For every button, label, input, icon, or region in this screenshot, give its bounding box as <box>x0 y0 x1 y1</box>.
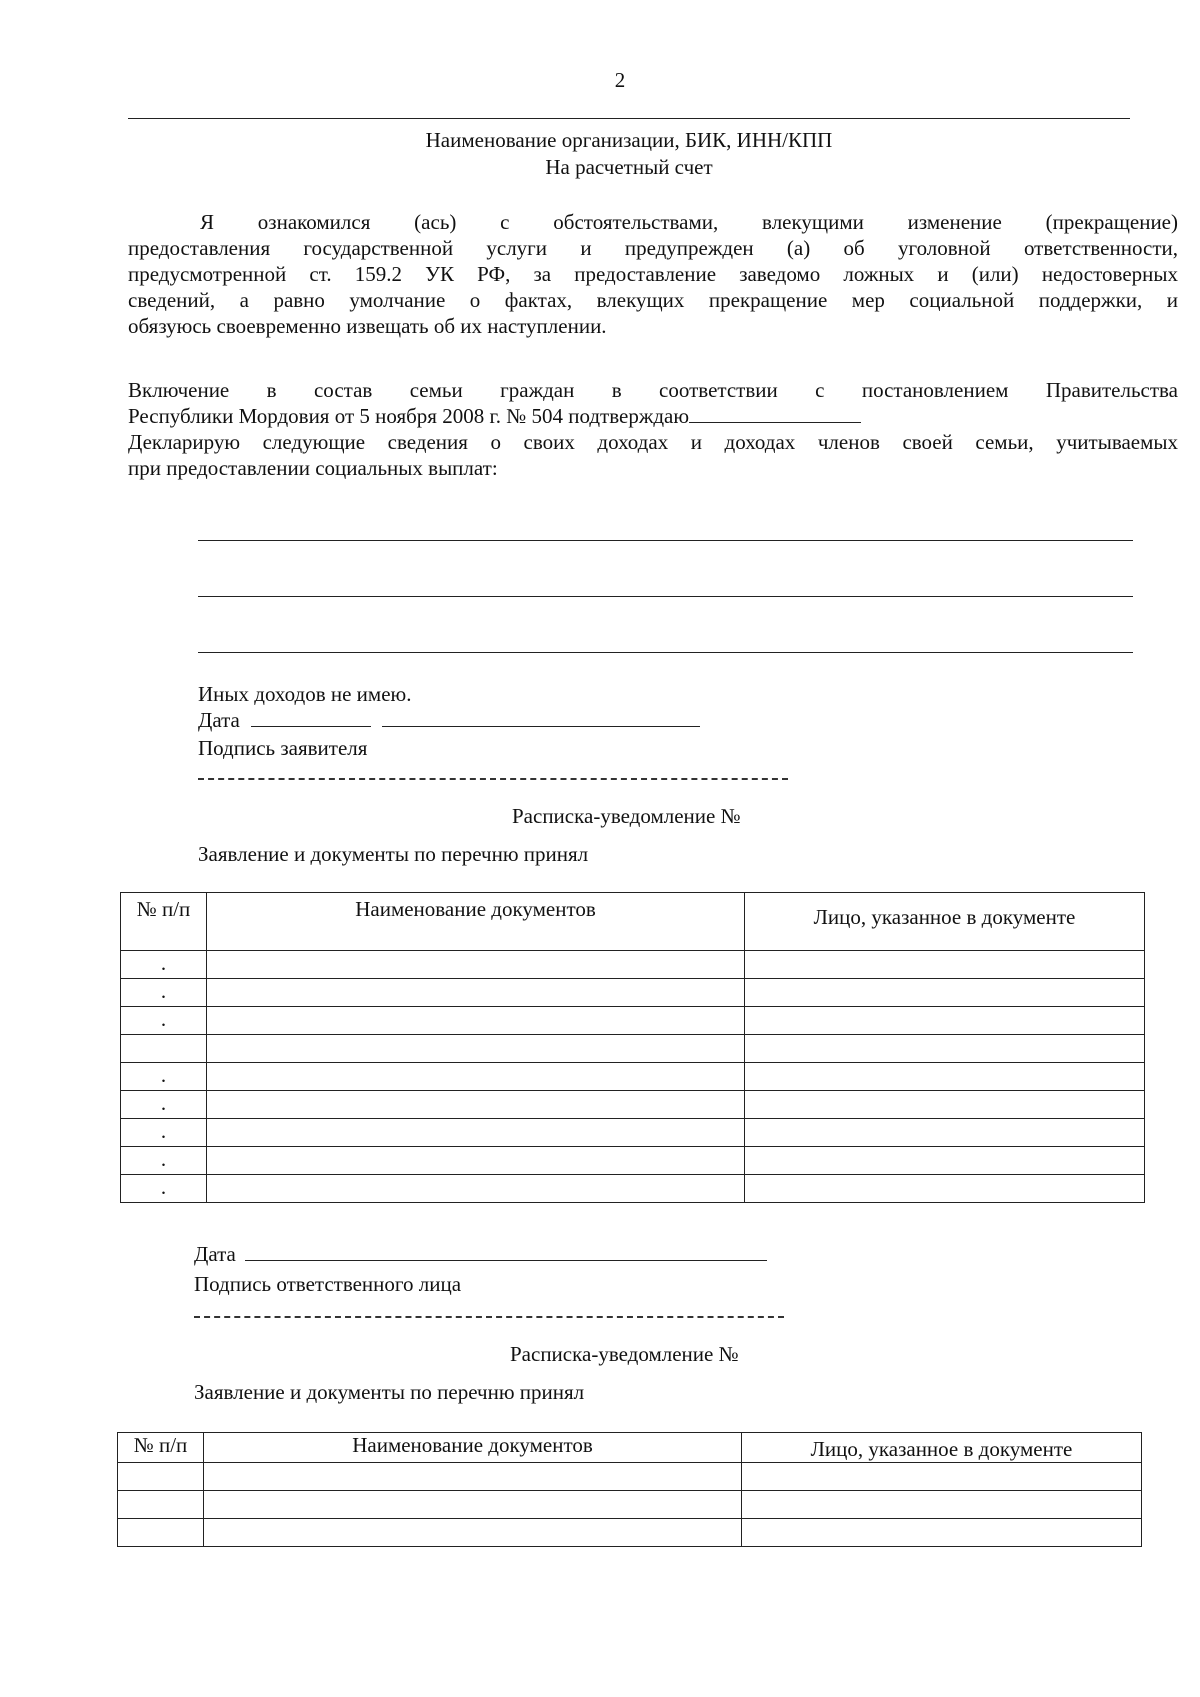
inclusion-line-2-text: Республики Мордовия от 5 ноября 2008 г. № 504 подтверждаю <box>128 404 690 428</box>
row-number: . <box>121 1007 207 1035</box>
table-row <box>121 1119 1145 1147</box>
row-number: . <box>121 951 207 979</box>
receipt1-signature-label: Подпись ответственного лица <box>194 1272 462 1296</box>
row-number <box>121 1035 207 1063</box>
cut-line-1 <box>198 778 788 780</box>
cut-line-2 <box>194 1316 784 1318</box>
doc-name-cell[interactable] <box>207 1091 745 1119</box>
table-row <box>121 1175 1145 1203</box>
receipt2-table <box>117 1432 1142 1547</box>
doc-name-cell[interactable] <box>204 1491 742 1519</box>
declaration-signature-label: Подпись заявителя <box>198 736 368 760</box>
org-caption: Наименование организации, БИК, ИНН/КПП <box>425 128 833 152</box>
inclusion-line-1: Включение в состав семьи граждан в соответствии с постановлением Правительства <box>128 378 1178 402</box>
receipt1-col-num: № п/п <box>121 893 207 951</box>
row-number <box>118 1491 204 1519</box>
declaration-date-row <box>198 708 700 732</box>
person-cell[interactable] <box>745 1007 1145 1035</box>
row-number: . <box>121 979 207 1007</box>
receipt1-header-row <box>121 893 1145 951</box>
ack-line-1: Я ознакомился (ась) с обстоятельствами, влекущими изменение (прекращение) <box>200 210 1178 234</box>
person-cell[interactable] <box>745 1063 1145 1091</box>
declaration-extra-blank[interactable] <box>382 726 700 727</box>
row-number <box>118 1463 204 1491</box>
row-number: . <box>121 1147 207 1175</box>
row-number: . <box>121 1175 207 1203</box>
person-cell[interactable] <box>742 1491 1142 1519</box>
person-cell[interactable] <box>745 979 1145 1007</box>
receipt1-date-row <box>194 1242 767 1266</box>
receipt1-accepted: Заявление и документы по перечню принял <box>198 842 589 866</box>
receipt2-col-num: № п/п <box>118 1433 204 1463</box>
table-row <box>118 1491 1142 1519</box>
receipt1-date-label: Дата <box>194 1242 236 1266</box>
account-caption: На расчетный счет <box>545 155 713 179</box>
row-number <box>118 1519 204 1547</box>
doc-name-cell[interactable] <box>207 1175 745 1203</box>
doc-name-cell[interactable] <box>207 951 745 979</box>
table-row <box>121 1035 1145 1063</box>
person-cell[interactable] <box>745 1119 1145 1147</box>
receipt1-date-blank[interactable] <box>245 1260 767 1261</box>
income-line-1[interactable] <box>198 540 1133 541</box>
doc-name-cell[interactable] <box>207 1119 745 1147</box>
top-rule <box>128 118 1130 119</box>
person-cell[interactable] <box>742 1463 1142 1491</box>
doc-name-cell[interactable] <box>207 979 745 1007</box>
receipt1-col-person: Лицо, указанное в документе <box>745 893 1145 951</box>
declaration-date-label: Дата <box>198 708 240 732</box>
person-cell[interactable] <box>745 1091 1145 1119</box>
doc-name-cell[interactable] <box>207 1035 745 1063</box>
person-cell[interactable] <box>745 1147 1145 1175</box>
table-row <box>121 1147 1145 1175</box>
confirm-blank[interactable] <box>689 422 861 423</box>
table-row <box>121 1007 1145 1035</box>
inclusion-line-3: Декларирую следующие сведения о своих доходах и доходах членов своей семьи, учитываемых <box>128 430 1178 454</box>
ack-line-5: обязуюсь своевременно извещать об их наступлении. <box>128 314 607 338</box>
row-number: . <box>121 1119 207 1147</box>
receipt1-title: Расписка-уведомление № <box>512 804 741 828</box>
declaration-date-blank[interactable] <box>251 726 371 727</box>
ack-line-2: предоставления государственной услуги и предупрежден (а) об уголовной ответственности, <box>128 236 1178 260</box>
ack-line-3: предусмотренной ст. 159.2 УК РФ, за предоставление заведомо ложных и (или) недостоверных <box>128 262 1178 286</box>
doc-name-cell[interactable] <box>207 1063 745 1091</box>
table-row <box>118 1519 1142 1547</box>
receipt2-col-person: Лицо, указанное в документе <box>742 1433 1142 1463</box>
person-cell[interactable] <box>742 1519 1142 1547</box>
receipt2-title: Расписка-уведомление № <box>510 1342 739 1366</box>
table-row <box>121 951 1145 979</box>
row-number: . <box>121 1063 207 1091</box>
table-row <box>118 1463 1142 1491</box>
doc-name-cell[interactable] <box>204 1463 742 1491</box>
table-row <box>121 979 1145 1007</box>
receipt2-header-row <box>118 1433 1142 1463</box>
ack-line-4: сведений, а равно умолчание о фактах, влекущих прекращение мер социальной поддержки, и <box>128 288 1178 312</box>
page-number: 2 <box>614 68 626 92</box>
doc-name-cell[interactable] <box>204 1519 742 1547</box>
inclusion-line-4: при предоставлении социальных выплат: <box>128 456 498 480</box>
person-cell[interactable] <box>745 1175 1145 1203</box>
receipt2-col-name: Наименование документов <box>204 1433 742 1463</box>
person-cell[interactable] <box>745 951 1145 979</box>
doc-name-cell[interactable] <box>207 1147 745 1175</box>
table-row <box>121 1091 1145 1119</box>
income-line-3[interactable] <box>198 652 1133 653</box>
person-cell[interactable] <box>745 1035 1145 1063</box>
receipt1-table <box>120 892 1145 1203</box>
row-number: . <box>121 1091 207 1119</box>
receipt1-col-name: Наименование документов <box>207 893 745 951</box>
table-row <box>121 1063 1145 1091</box>
income-line-2[interactable] <box>198 596 1133 597</box>
inclusion-line-2 <box>128 404 861 428</box>
doc-name-cell[interactable] <box>207 1007 745 1035</box>
receipt2-accepted: Заявление и документы по перечню принял <box>194 1380 585 1404</box>
no-other-income: Иных доходов не имею. <box>198 682 412 706</box>
